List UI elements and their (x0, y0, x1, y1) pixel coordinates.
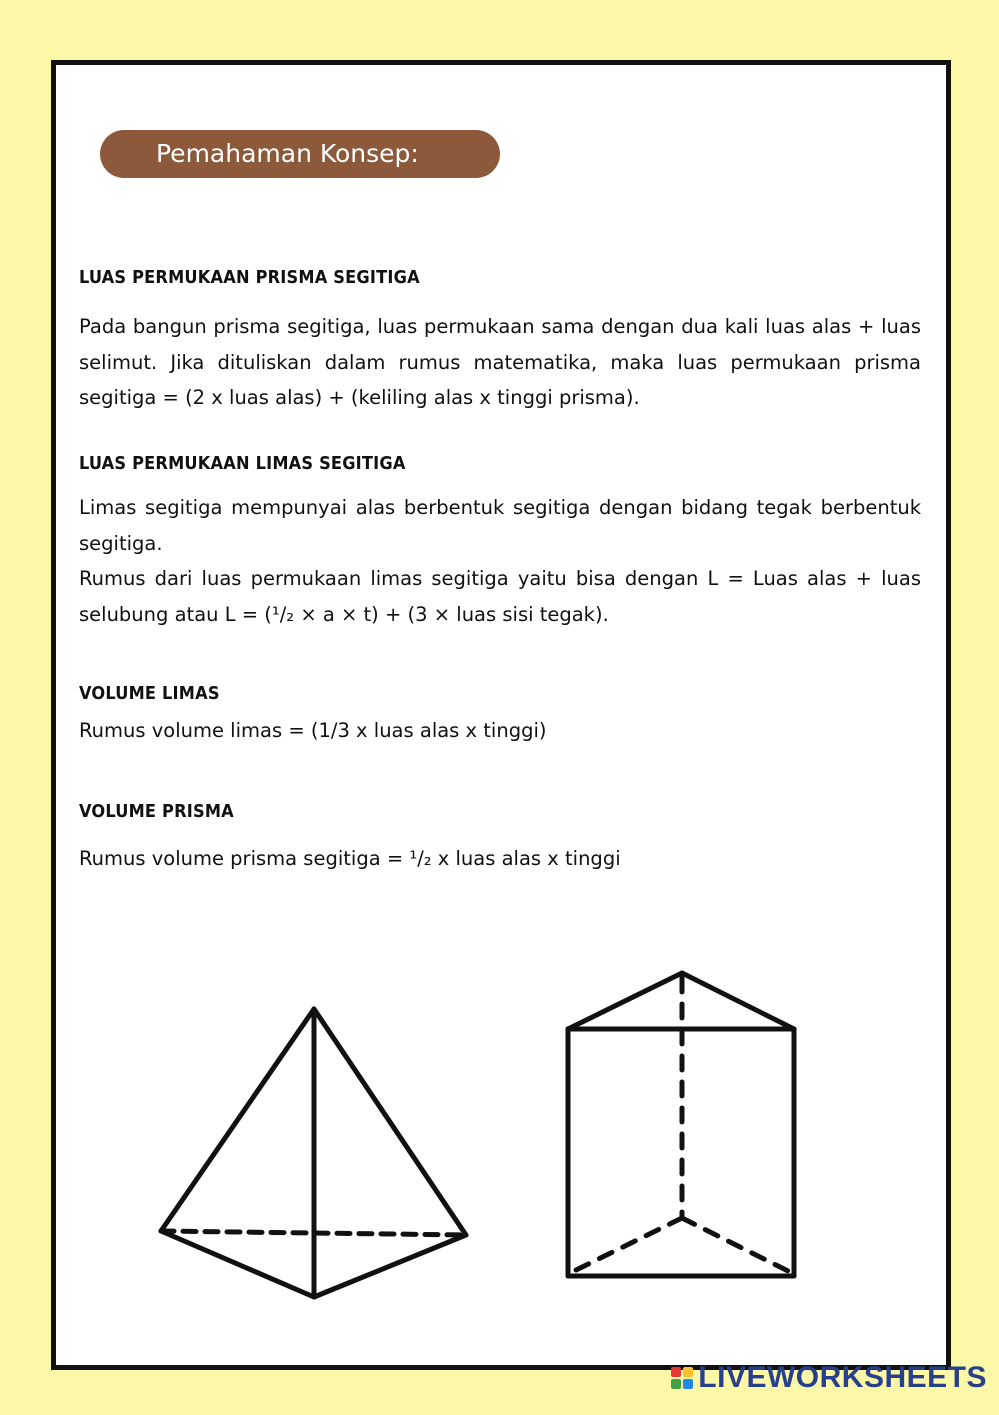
heading-volume-limas: VOLUME LIMAS (79, 683, 220, 704)
logo-square (671, 1379, 681, 1389)
footer-brand (671, 1361, 987, 1395)
brand-name: LIVEWORKSHEETS (698, 1361, 987, 1394)
liveworksheets-logo-icon (671, 1367, 693, 1389)
logo-square (671, 1367, 681, 1377)
paragraph-volume-limas: Rumus volume limas = (1/3 x luas alas x tinggi) (79, 719, 547, 742)
badge-title: Pemahaman Konsep: (156, 139, 419, 168)
logo-square (683, 1367, 693, 1377)
paragraph-volume-prisma: Rumus volume prisma segitiga = ¹/₂ x luas alas x tinggi (79, 847, 621, 870)
section-badge (100, 130, 500, 178)
heading-luas-limas: LUAS PERMUKAAN LIMAS SEGITIGA (79, 453, 406, 474)
heading-luas-prisma: LUAS PERMUKAAN PRISMA SEGITIGA (79, 267, 420, 288)
heading-volume-prisma: VOLUME PRISMA (79, 801, 234, 822)
paragraph-luas-prisma: Pada bangun prisma segitiga, luas permukaan sama dengan dua kali luas alas + luas selimut. Jika dituliskan dalam rumus matematika, maka luas permukaan prisma segitiga = (2 x luas alas) + (keliling alas x tinggi prisma). (79, 315, 921, 409)
logo-square (683, 1379, 693, 1389)
paragraph-luas-limas-1: Limas segitiga mempunyai alas berbentuk segitiga dengan bidang tegak berbentuk segitiga. (79, 496, 921, 555)
paragraph-luas-limas-2: Rumus dari luas permukaan limas segitiga yaitu bisa dengan L = Luas alas + luas selubung atau L = (¹/₂ × a × t) + (3 × luas sisi tegak). (79, 567, 921, 626)
